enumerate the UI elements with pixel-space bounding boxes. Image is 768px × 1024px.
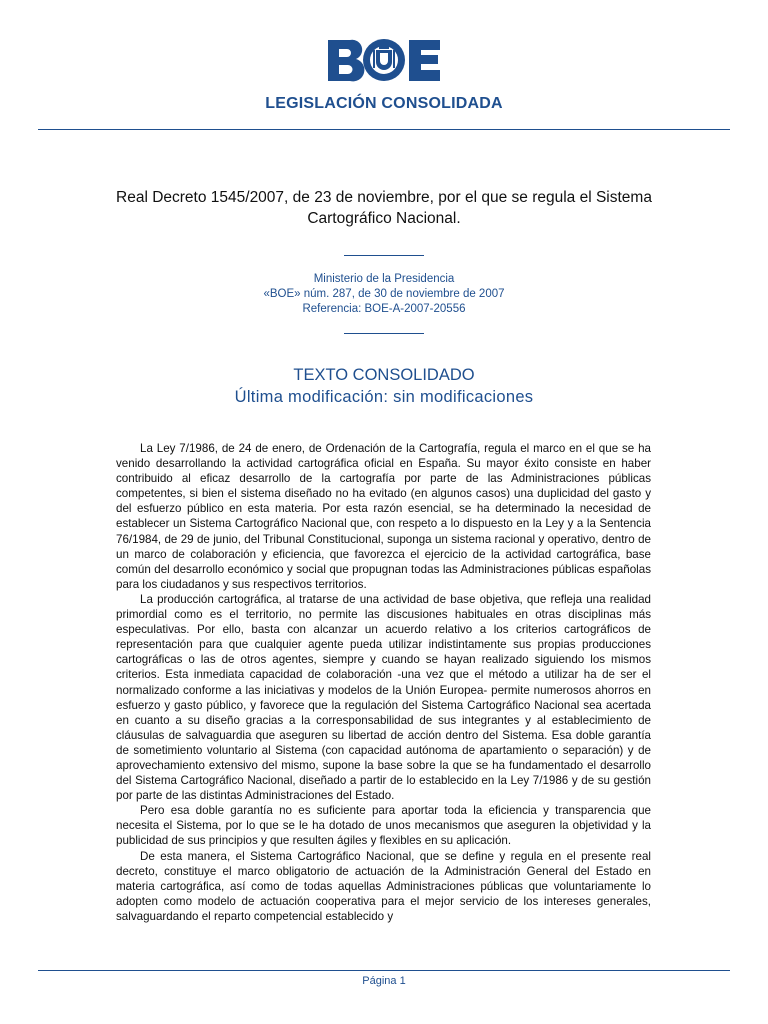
paragraph: De esta manera, el Sistema Cartográfico Nacional, que se define y regula en el presente real decreto, constituye el marco obligatorio de actuación de la Administración General del Estado en materia cartográfica, así como de todas aquellas Administraciones públicas que voluntariamente lo adopten como modelo de actuación cooperativa para el mejor servicio de los intereses generales, salvaguardando el reparto competencial establecido y [116, 849, 651, 923]
last-modification: Última modificación: sin modificaciones [234, 388, 534, 406]
document-metadata [0, 272, 768, 317]
ministry: Ministerio de la Presidencia [313, 273, 455, 285]
consolidated-heading [0, 364, 768, 408]
header-title: LEGISLACIÓN CONSOLIDADA [265, 95, 503, 112]
body-text [116, 441, 651, 924]
header-divider [38, 129, 730, 130]
publication-info: «BOE» núm. 287, de 30 de noviembre de 2007 [263, 288, 505, 300]
title-rule [344, 255, 424, 256]
consolidated-label: TEXTO CONSOLIDADO [293, 366, 475, 384]
reference: Referencia: BOE-A-2007-20556 [302, 303, 466, 315]
paragraph: La producción cartográfica, al tratarse de una actividad de base objetiva, que refleja una realidad primordial como es el territorio, no permite las discusiones habituales en otras disciplinas más especulativas. Por ello, basta con alcanzar un acuerdo relativo a los criterios cartográficos de representación para que cualquier agente pueda utilizar indistintamente sus propias producciones cartográficas o las de otros agentes, siempre y cuando se hayan realizado siguiendo los mismos criterios. Esta inmediata capacidad de colaboración -una vez que el método a utilizar ha de ser el normalizado conforme a las iniciativas y modelos de la Unión Europea- permite numerosos ahorros en esfuerzo y gasto público, y favorece que la regulación del Sistema Cartográfico Nacional sea acertada en cuanto a su diseño gracias a la corresponsabilidad de sus integrantes y al establecimiento de cláusulas de salvaguardia que aseguren su libertad de acción dentro del Sistema. Esa doble garantía de sometimiento voluntario al Sistema (con capacidad autónoma de apartamiento o separación) y de aprovechamiento extensivo del mismo, supone la base sobre la que se ha fundamentado el desarrollo del Sistema Cartográfico Nacional, diseñado a partir de lo establecido en la Ley 7/1986 y de su gestión por parte de las distintas Administraciones del Estado. [116, 592, 651, 803]
paragraph: La Ley 7/1986, de 24 de enero, de Ordenación de la Cartografía, regula el marco en el que se ha venido desarrollando la actividad cartográfica oficial en España. Su mayor éxito consiste en haber contribuido al eficaz desarrollo de la cartografía por parte de las Administraciones públicas competentes, si bien el sistema diseñado no ha evitado (en algunos casos) una duplicidad del gasto y del esfuerzo público en esta materia. Por esta razón esencial, se ha determinado la necesidad de establecer un Sistema Cartográfico Nacional que, con respeto a lo dispuesto en la Ley y a la Sentencia 76/1984, de 29 de junio, del Tribunal Constitucional, suponga un sistema racional y operativo, dentro de un marco de colaboración y eficiencia, que favorezca el ejercicio de la actividad cartográfica, base común del desarrollo económico y social que propugnan todas las Administraciones públicas españolas para los ciudadanos y sus respectivos territorios. [116, 442, 651, 591]
paragraph: Pero esa doble garantía no es suficiente para aportar toda la eficiencia y transparencia que necesita el Sistema, por lo que se le ha dotado de unos mecanismos que aseguren la objetividad y la publicidad de sus principios y que resulten ágiles y flexibles en su aplicación. [116, 804, 651, 848]
document-title: Real Decreto 1545/2007, de 23 de noviembre, por el que se regula el Sistema Cartográfico Nacional. [116, 189, 652, 227]
page-number: Página 1 [362, 975, 406, 987]
footer-divider [38, 970, 730, 971]
metadata-rule [344, 333, 424, 334]
boe-logo [325, 34, 443, 88]
